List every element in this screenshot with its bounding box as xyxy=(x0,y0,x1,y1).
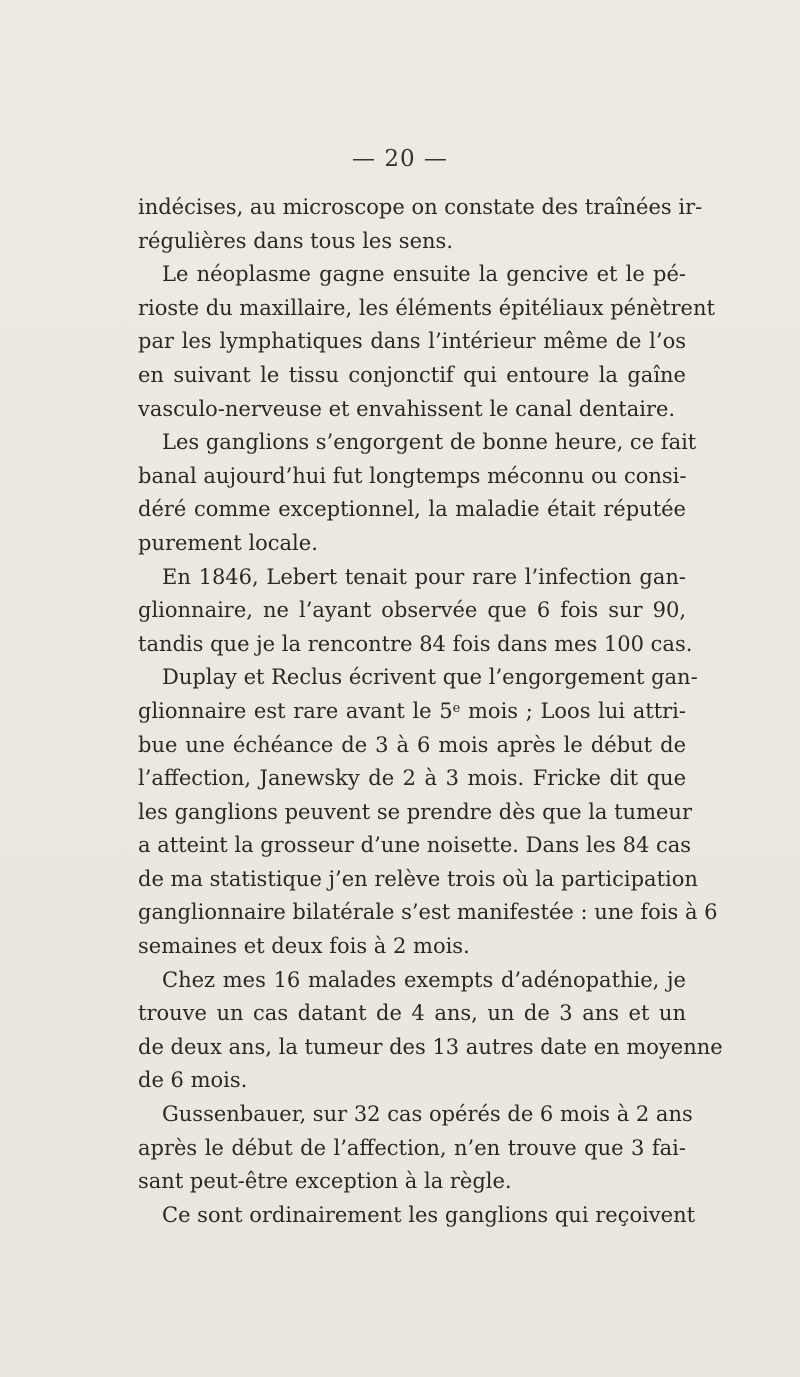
text-line: ganglionnaire bilatérale s’est manifestée : une fois à 6 xyxy=(138,900,718,925)
text-line: de deux ans, la tumeur des 13 autres date en moyenne xyxy=(138,1034,723,1059)
text-line: Gussenbauer, sur 32 cas opérés de 6 mois à 2 ans xyxy=(162,1102,693,1127)
text-line: Le néoplasme gagne ensuite la gencive et le pé- xyxy=(162,262,686,287)
text-line: après le début de l’affection, n’en trouve que 3 fai- xyxy=(138,1135,686,1160)
body-text xyxy=(138,191,723,1232)
text-line: Chez mes 16 malades exempts d’adénopathie, je xyxy=(162,967,686,992)
text-line: sant peut-être exception à la règle. xyxy=(138,1169,512,1194)
text-line: de 6 mois. xyxy=(138,1068,248,1093)
text-line: par les lymphatiques dans l’intérieur même de l’os xyxy=(138,329,686,354)
text-line: En 1846, Lebert tenait pour rare l’infection gan- xyxy=(162,564,686,589)
text-line: l’affection, Janewsky de 2 à 3 mois. Fricke dit que xyxy=(138,766,686,791)
text-line: Ce sont ordinairement les ganglions qui reçoivent xyxy=(162,1202,696,1227)
text-line: Duplay et Reclus écrivent que l’engorgement gan- xyxy=(162,665,698,690)
text-line: glionnaire, ne l’ayant observée que 6 fois sur 90, xyxy=(138,598,686,623)
text-line: bue une échéance de 3 à 6 mois après le début de xyxy=(138,732,686,757)
text-line: glionnaire est rare avant le 5e mois ; Loos lui attri- xyxy=(138,698,686,723)
text-line: tandis que je la rencontre 84 fois dans mes 100 cas. xyxy=(138,631,693,656)
text-line: banal aujourd’hui fut longtemps méconnu ou consi- xyxy=(138,463,687,488)
text-line: régulières dans tous les sens. xyxy=(138,228,453,253)
text-line: rioste du maxillaire, les éléments épitéliaux pénètrent xyxy=(138,295,715,320)
text-line: les ganglions peuvent se prendre dès que la tumeur xyxy=(138,799,692,824)
text-line: a atteint la grosseur d’une noisette. Dans les 84 cas xyxy=(138,833,692,858)
text-line: semaines et deux fois à 2 mois. xyxy=(138,934,470,959)
text-line: Les ganglions s’engorgent de bonne heure, ce fait xyxy=(162,430,697,455)
text-line: vasculo-nerveuse et envahissent le canal dentaire. xyxy=(138,396,676,421)
text-line: indécises, au microscope on constate des traînées ir- xyxy=(138,195,703,219)
page-number: — 20 — xyxy=(352,146,448,172)
text-line: purement locale. xyxy=(138,530,318,555)
text-line: déré comme exceptionnel, la maladie était réputée xyxy=(138,497,686,522)
text-line: de ma statistique j’en relève trois où la participation xyxy=(138,866,698,891)
text-line: trouve un cas datant de 4 ans, un de 3 ans et un xyxy=(138,1001,686,1026)
text-line: en suivant le tissu conjonctif qui entoure la gaîne xyxy=(138,362,686,387)
